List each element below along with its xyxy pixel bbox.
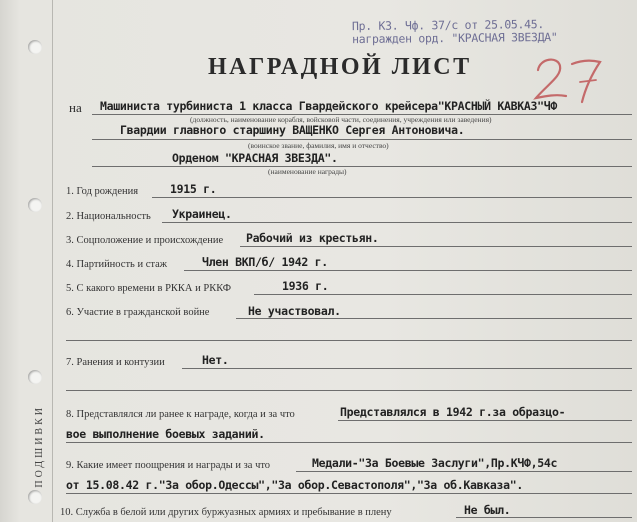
stamp-line-2: награжден орд. "КРАСНАЯ ЗВЕЗДА" [352,29,558,47]
na-label: на [69,100,82,115]
rule [456,517,632,518]
rule [254,294,632,295]
field-label-4: 4. Партийность и стаж [66,259,168,270]
award-stamp [352,17,558,46]
field-label-8: 8. Представлялся ли ранее к награде, когда и за что [66,409,295,420]
field-label-7: 7. Ранения и контузии [66,357,165,368]
field-value-5: 1936 г. [282,279,329,293]
punch-hole [28,40,42,54]
binding-fold [52,0,53,522]
field-value-9: Медали-"За Боевые Заслуги",Пр.КЧФ,54с [312,456,558,470]
field-label-9: 9. Какие имеет поощрения и награды и за что [66,460,271,471]
rule [152,197,632,198]
field-value-1: 1915 г. [170,182,217,196]
field-label-3: 3. Соцположение и происхождение [66,235,224,246]
handwritten-number-27 [528,50,608,106]
rule [296,471,632,472]
rule [162,222,632,223]
rule [92,139,632,140]
stamp-line-1: Пр. КЗ. Чф. 37/с от 25.05.45. [351,17,545,34]
punch-hole [28,490,42,504]
field-label-10: 10. Служба в белой или других буржуазных армиях и пребывание в плену [60,507,392,518]
rule [182,368,632,369]
rule [184,270,632,271]
caption-award: (наименование награды) [268,167,347,176]
field-label-1: 1. Год рождения [66,186,139,197]
field-value-6: Не участвовал. [248,304,341,318]
caption-unit: (должность, наименование корабля, войсковой части, соединения, учреждения или заведения) [190,115,492,124]
field-value-8-cont: вое выполнение боевых заданий. [66,427,265,441]
recipient-line-2: Гвардии главного старшину ВАЩЕНКО Сергея Антоновича. [120,123,465,137]
rule [236,318,632,319]
rule [66,493,632,494]
document-title: НАГРАДНОЙ ЛИСТ [208,54,472,80]
rule [66,442,632,443]
rule [240,246,632,247]
field-value-3: Рабочий из крестьян. [246,231,379,245]
binding-margin-label: ПОДШИВКИ [34,405,45,488]
field-label-2: 2. Национальность [66,211,151,222]
rule [92,166,632,167]
field-value-7: Нет. [202,353,229,367]
rule [66,340,632,341]
recipient-line-1: Машиниста турбиниста 1 класса Гвардейского крейсера"КРАСНЫЙ КАВКАЗ"ЧФ [100,99,558,113]
field-value-8: Представлялся в 1942 г.за образцо- [340,405,566,419]
award-line: Орденом "КРАСНАЯ ЗВЕЗДА". [172,151,338,165]
field-label-5: 5. С какого времени в РККА и РККФ [66,283,232,294]
field-value-10: Не был. [464,503,511,517]
field-value-9-cont: от 15.08.42 г."За обор.Одессы","За обор.Севастополя","За об.Кавказа". [66,478,524,492]
punch-hole [28,370,42,384]
punch-hole [28,198,42,212]
rule [338,420,632,421]
caption-name: (воинское звание, фамилия, имя и отчество) [248,141,389,150]
field-value-2: Украинец. [172,207,232,221]
rule [66,390,632,391]
field-value-4: Член ВКП/б/ 1942 г. [202,255,328,269]
field-label-6: 6. Участие в гражданской войне [66,307,210,318]
